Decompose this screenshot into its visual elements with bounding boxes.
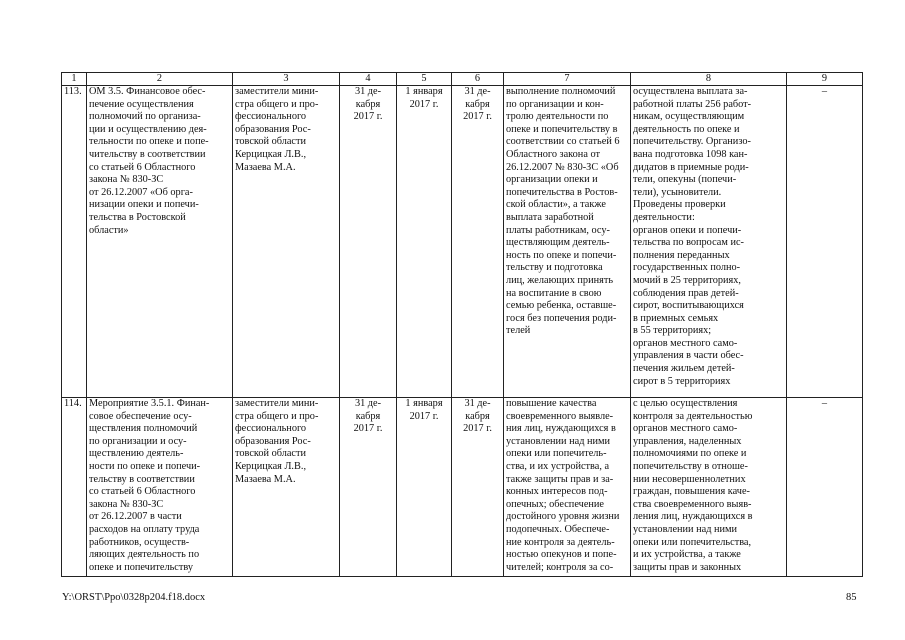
- row-number: 114.: [62, 398, 87, 577]
- page-number: 85: [846, 592, 857, 603]
- responsible-executor: заместители мини- стра общего и про- фессионального образования Рос- товской области Керцицкая Л.В., Мазаева М.А.: [233, 398, 340, 577]
- notes-cell: –: [787, 398, 863, 577]
- header-cell-8: 8: [631, 73, 787, 86]
- header-cell-2: 2: [87, 73, 233, 86]
- planned-results: повышение качества своевременного выявле- ния лиц, нуждающихся в установлении над ними опеки или попечитель- ства, и их устройства, а также защиты прав и за- конных интересов под- опечных; обеспечение достойного уровня жизни подопечных. Обеспече- ние контроля за деятель- ностью опекунов и попе- чителей; контроля за со-: [504, 398, 631, 577]
- activity-name: ОМ 3.5. Финансовое обес- печение осуществления полномочий по организа- ции и осуществлению дея- тельности по опеке и попе- чительству в соответствии со статьей 6 Областного закона № 830-ЗС от 26.12.2007 «Об орга- низации опеки и попечи- тельства в Ростовской области»: [87, 86, 233, 398]
- table-row: [62, 86, 863, 398]
- responsible-executor: заместители мини- стра общего и про- фессионального образования Рос- товской области Керцицкая Л.В., Мазаева М.А.: [233, 86, 340, 398]
- actual-end-date: 31 де- кабря 2017 г.: [452, 86, 504, 398]
- planned-results: выполнение полномочий по организации и кон- тролю деятельности по опеке и попечительству в соответствии со статьей 6 Областного закона от 26.12.2007 № 830-ЗС «Об организации опеки и попечительства в Ростов- ской области», а также выплата заработной платы работникам, осу- ществляющим деятель- ность по опеке и попечи- тельству и подготовка лиц, желающих принять на воспитание в свою семью ребенка, оставше- гося без попечения роди- телей: [504, 86, 631, 398]
- planned-end-date: 31 де- кабря 2017 г.: [340, 398, 397, 577]
- header-cell-4: 4: [340, 73, 397, 86]
- actual-start-date: 1 января 2017 г.: [397, 398, 452, 577]
- header-cell-3: 3: [233, 73, 340, 86]
- table-row: [62, 398, 863, 577]
- row-number: 113.: [62, 86, 87, 398]
- actual-end-date: 31 де- кабря 2017 г.: [452, 398, 504, 577]
- header-cell-7: 7: [504, 73, 631, 86]
- header-cell-5: 5: [397, 73, 452, 86]
- footer-file-path: Y:\ORST\Ppo\0328p204.f18.docx: [62, 592, 206, 603]
- actual-start-date: 1 января 2017 г.: [397, 86, 452, 398]
- header-cell-1: 1: [62, 73, 87, 86]
- actual-results: с целью осуществления контроля за деятельностью органов местного само- управления, наделенных полномочиями по опеке и попечительству в отноше- нии несовершеннолетних граждан, повышения каче- ства своевременного выяв- ления лиц, нуждающихся в установлении над ними опеки или попечительства, и их устройства, а также защиты прав и законных: [631, 398, 787, 577]
- planned-end-date: 31 де- кабря 2017 г.: [340, 86, 397, 398]
- header-cell-9: 9: [787, 73, 863, 86]
- notes-cell: –: [787, 86, 863, 398]
- header-cell-6: 6: [452, 73, 504, 86]
- actual-results: осуществлена выплата за- работной платы 256 работ- никам, осуществляющим деятельность по опеке и попечительству. Организо- вана подготовка 1098 кан- дидатов в приемные роди- тели, опекуны (попечи- тели), усыновители. Проведены проверки деятельности: органов опеки и попечи- тельства по вопросам ис- полнения переданных государственных полно- мочий в 25 территориях, соблюдения прав детей- сирот, воспитывающихся в приемных семьях в 55 территориях; органов местного само- управления в части обес- печения жильем детей- сирот в 5 территориях: [631, 86, 787, 398]
- header-row: [62, 73, 863, 86]
- activity-name: Мероприятие 3.5.1. Финан- совое обеспечение осу- ществления полномочий по организации и осу- ществлению деятель- ности по опеке и попечи- тельству в соответствии со статьей 6 Областного закона № 830-ЗС от 26.12.2007 в части расходов на оплату труда работников, осуществ- ляющих деятельность по опеке и попечительству: [87, 398, 233, 577]
- report-table: [61, 72, 863, 577]
